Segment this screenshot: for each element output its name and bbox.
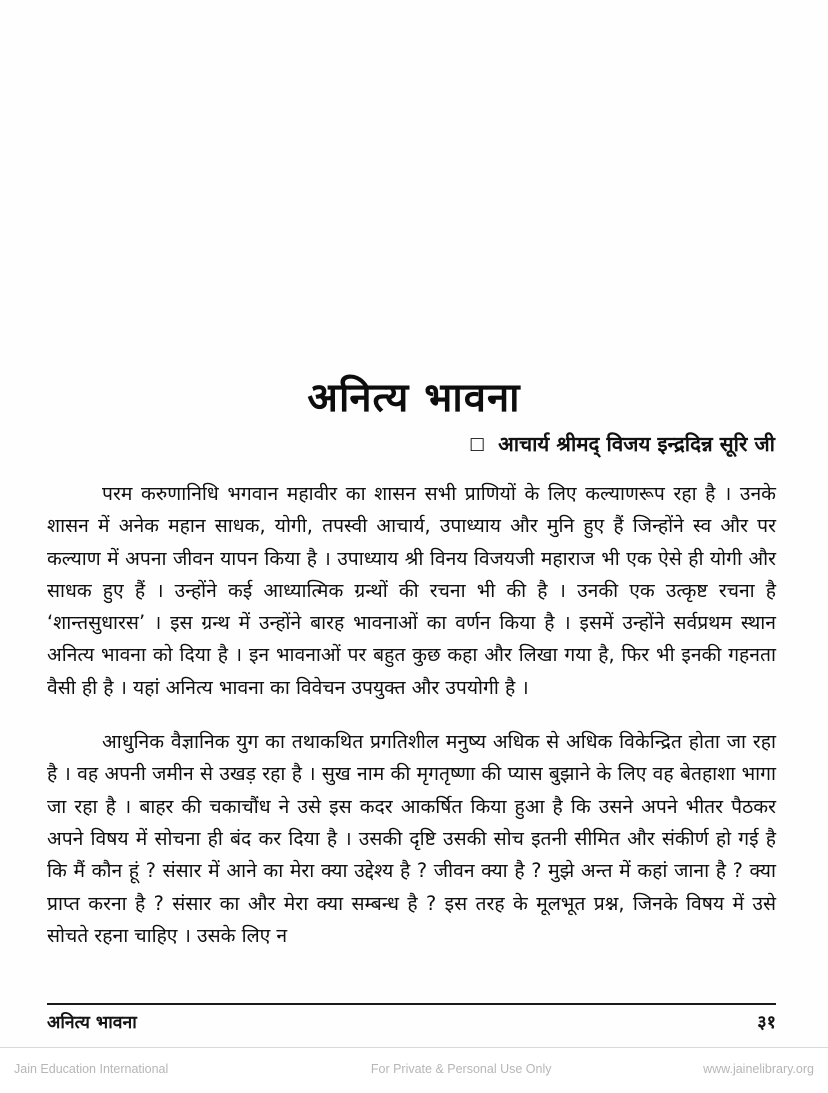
watermark-usage-notice: For Private & Personal Use Only bbox=[370, 1062, 552, 1076]
paragraph-2: आधुनिक वैज्ञानिक युग का तथाकथित प्रगतिशील मनुष्य अधिक से अधिक विकेन्द्रित होता जा रहा है । वह अपनी जमीन से उखड़ रहा है । सुख नाम की मृगतृष्णा की प्यास बुझाने के लिए वह बेतहाशा भागा जा रहा है । बाहर की चकाचौंध ने उसे इस कदर आकर्षित किया हुआ है कि उसने अपने भीतर पैठकर अपने विषय में सोचना ही बंद कर दिया है । उसकी दृष्टि उसकी सोच इतनी सीमित और संकीर्ण हो गई है कि मैं कौन हूं ? संसार में आने का मेरा क्या उद्देश्य है ? जीवन क्या है ? मुझे अन्त में कहां जाना है ? क्या प्राप्त करना है ? संसार का और मेरा क्या सम्बन्ध है ? इस तरह के मूलभूत प्रश्न, जिनके विषय में उसे सोचते रहना चाहिए । उसके लिए न bbox=[47, 730, 776, 947]
paragraph-1: परम करुणानिधि भगवान महावीर का शासन सभी प्राणियों के लिए कल्याणरूप रहा है । उनके शासन में अनेक महान साधक, योगी, तपस्वी आचार्य, उपाध्याय और मुनि हुए हैं जिन्होंने स्व और पर कल्याण में अपना जीवन यापन किया है । उपाध्याय श्री विनय विजयजी महाराज भी एक ऐसे ही योगी और साधक हुए हैं । उन्होंने कई आध्यात्मिक ग्रन्थों की रचना भी की है । उनकी एक उत्कृष्ट रचना है ‘शान्तसुधारस’ । इस ग्रन्थ में उन्होंने बारह भावनाओं का वर्णन किया है । इसमें उन्होंने सर्वप्रथम स्थान अनित्य भावना को दिया है । इन भावनाओं पर बहुत कुछ कहा और लिखा गया है, फिर भी इनकी गहनता वैसी ही है । यहां अनित्य भावना का विवेचन उपयुक्त और उपयोगी है । bbox=[47, 482, 776, 699]
watermark-row bbox=[0, 1062, 828, 1076]
page-title: अनित्य भावना bbox=[307, 374, 521, 421]
watermark-strip bbox=[0, 1047, 828, 1093]
running-footer bbox=[47, 1010, 776, 1034]
watermark-website[interactable]: www.jainelibrary.org bbox=[703, 1062, 814, 1076]
square-bullet-icon: □ bbox=[469, 434, 486, 454]
body-text-block bbox=[47, 478, 776, 952]
footer-divider bbox=[47, 1003, 776, 1005]
author-name: आचार्य श्रीमद् विजय इन्द्रदिन्न सूरि जी bbox=[498, 432, 775, 456]
running-footer-title: अनित्य भावना bbox=[47, 1013, 137, 1033]
author-byline bbox=[0, 430, 775, 458]
watermark-organization: Jain Education International bbox=[14, 1062, 169, 1076]
page-number: ३१ bbox=[757, 1012, 776, 1033]
